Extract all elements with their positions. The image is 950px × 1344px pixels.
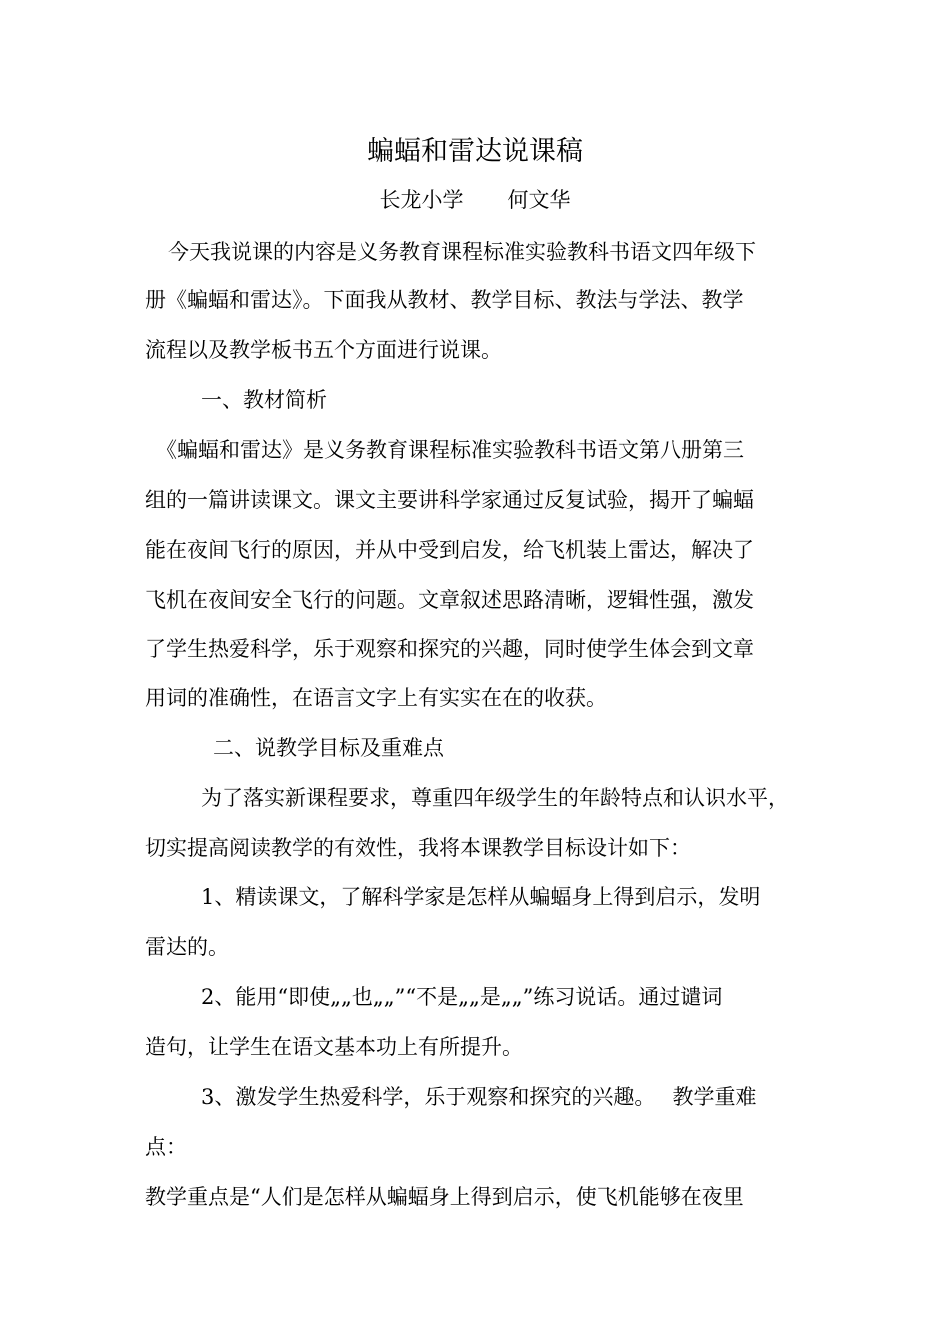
paragraph-line: 流程以及教学板书五个方面进行说课。	[145, 338, 502, 362]
list-item-1: 1、精读课文，了解科学家是怎样从蝙蝠身上得到启示，发明	[201, 885, 761, 909]
paragraph-line: 组的一篇讲读课文。课文主要讲科学家通过反复试验，揭开了蝙蝠	[145, 488, 754, 512]
author-name: 何文华	[507, 188, 571, 212]
paragraph-line: 造句，让学生在语文基本功上有所提升。	[145, 1035, 523, 1059]
paragraph-line: 点：	[145, 1135, 187, 1159]
list-item-2: 2、能用“即使„„也„„”“不是„„是„„”练习说话。通过谴词	[201, 985, 723, 1009]
paragraph-line: 雷达的。	[145, 935, 229, 959]
school-name: 长龙小学	[379, 188, 464, 212]
paragraph-line: 了学生热爱科学，乐于观察和探究的兴趣，同时使学生体会到文章	[145, 637, 754, 661]
paragraph-line: 教学重点是“人们是怎样从蝙蝠身上得到启示，使飞机能够在夜里	[145, 1185, 744, 1209]
paragraph-line: 用词的准确性，在语言文字上有实实在在的收获。	[145, 686, 607, 710]
section-heading: 二、说教学目标及重难点	[213, 736, 444, 760]
paragraph-line: 切实提高阅读教学的有效性，我将本课教学目标设计如下：	[145, 836, 691, 860]
author-line	[0, 182, 950, 218]
paragraph-line: 今天我说课的内容是义务教育课程标准实验教科书语文四年级下	[168, 240, 756, 264]
paragraph-line: 能在夜间飞行的原因，并从中受到启发，给飞机装上雷达，解决了	[145, 538, 754, 562]
section-heading: 一、教材简析	[201, 388, 327, 412]
paragraph-line: 为了落实新课程要求，尊重四年级学生的年龄特点和认识水平，	[201, 786, 789, 810]
paragraph-line: 飞机在夜间安全飞行的问题。文章叙述思路清晰，逻辑性强，激发	[145, 588, 754, 612]
list-item-3: 3、激发学生热爱科学，乐于观察和探究的兴趣。 教学重难	[201, 1085, 757, 1109]
paragraph-line: 册《蝙蝠和雷达》。下面我从教材、教学目标、教法与学法、教学	[145, 288, 744, 312]
document-title: 蝙蝠和雷达说课稿	[367, 136, 583, 167]
paragraph-line: 《蝙蝠和雷达》是义务教育课程标准实验教科书语文第八册第三	[156, 438, 744, 462]
